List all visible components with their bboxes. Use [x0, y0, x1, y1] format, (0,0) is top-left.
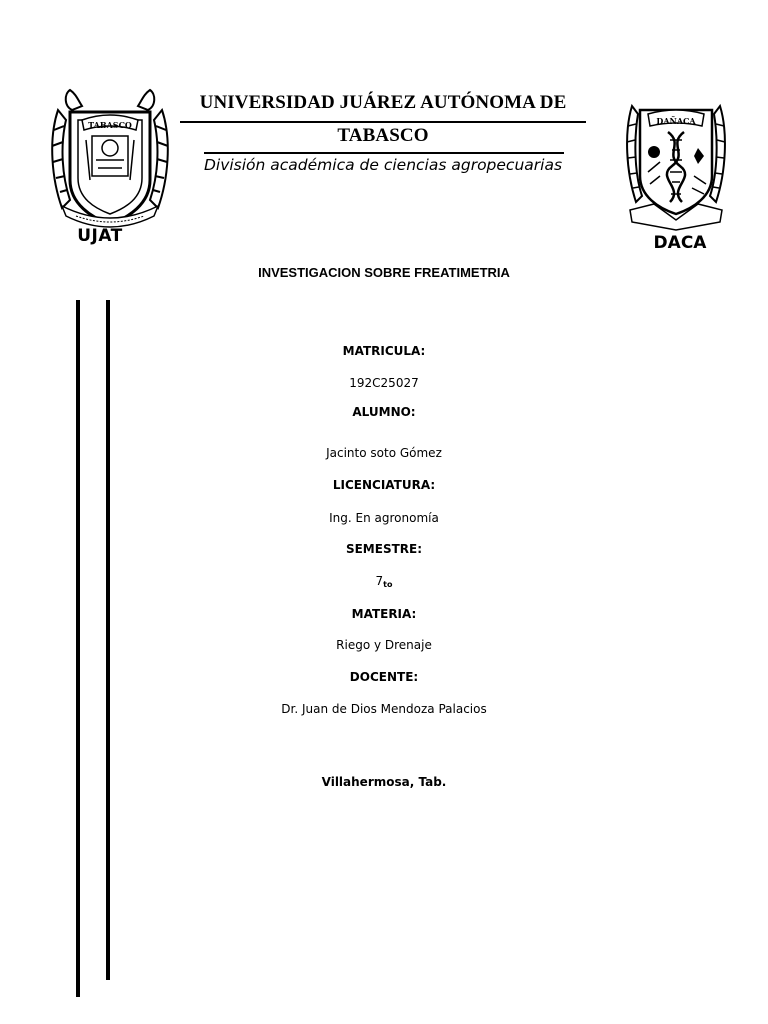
licenciatura-label: LICENCIATURA:: [332, 478, 436, 492]
semestre-number: 7: [375, 574, 384, 588]
left-vertical-bar-inner: [106, 300, 110, 980]
semestre-value: [184, 574, 584, 589]
matricula-value: 192C25027: [349, 376, 419, 390]
docente-label: DOCENTE:: [349, 670, 419, 684]
semestre-suffix: to: [383, 580, 393, 589]
document-title: INVESTIGACION SOBRE FREATIMETRIA: [258, 265, 510, 280]
ujat-seal-icon: [48, 80, 172, 246]
header-rule-top: [180, 121, 586, 123]
licenciatura-value: Ing. En agronomía: [329, 511, 439, 525]
university-name-line2: TABASCO: [337, 125, 429, 146]
docente-value: Dr. Juan de Dios Mendoza Palacios: [281, 702, 487, 716]
location: Villahermosa, Tab.: [321, 775, 447, 789]
materia-value: Riego y Drenaje: [336, 638, 432, 652]
ujat-label: UJAT: [77, 226, 123, 246]
alumno-value: Jacinto soto Gómez: [326, 446, 442, 460]
division-name: División académica de ciencias agropecuarias: [203, 156, 563, 174]
semestre-label: SEMESTRE:: [345, 542, 423, 556]
alumno-label: ALUMNO:: [352, 405, 416, 419]
svg-text:DAÑACA: DAÑACA: [656, 116, 696, 126]
matricula-label: MATRICULA:: [342, 344, 426, 358]
header-rule-bottom: [204, 152, 564, 154]
daca-label: DACA: [653, 233, 707, 253]
university-name-line1: UNIVERSIDAD JUÁREZ AUTÓNOMA DE: [199, 92, 567, 113]
left-vertical-bar-outer: [76, 300, 80, 997]
materia-label: MATERIA:: [351, 607, 417, 621]
daca-seal-icon: [624, 92, 728, 232]
svg-text:TABASCO: TABASCO: [88, 120, 132, 130]
